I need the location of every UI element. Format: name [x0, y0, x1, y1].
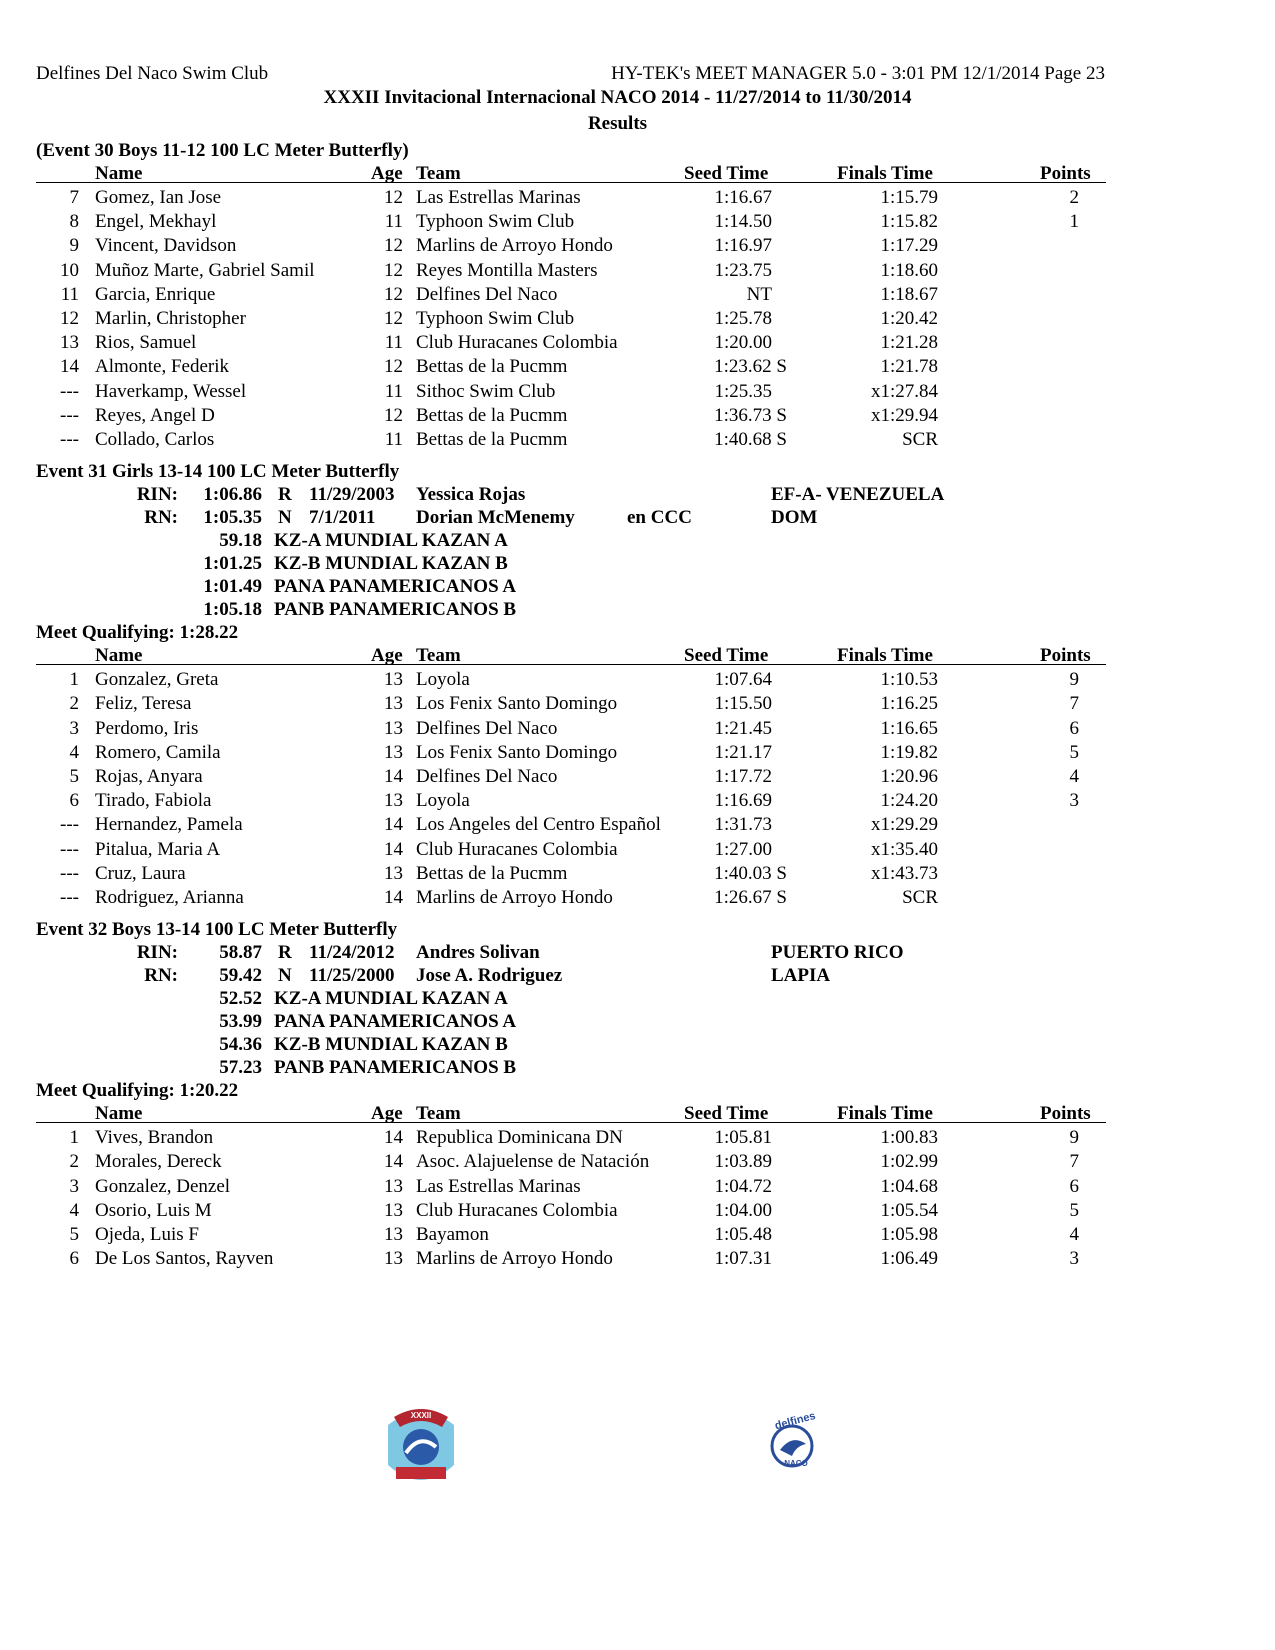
- points: 1: [1069, 211, 1079, 233]
- standard-line: [0, 598, 1275, 622]
- finals-time: 1:15.82: [880, 211, 938, 233]
- seed-time: 1:23.75: [714, 259, 772, 281]
- points: 6: [1069, 1175, 1079, 1197]
- swimmer-name: Tirado, Fabiola: [95, 790, 212, 812]
- age: 12: [384, 404, 403, 426]
- finals-time: 1:18.60: [880, 259, 938, 281]
- points: 6: [1069, 717, 1079, 739]
- standard-time: 52.52: [219, 988, 262, 1010]
- team: Las Estrellas Marinas: [416, 1175, 581, 1197]
- finals-time: 1:21.28: [880, 332, 938, 354]
- team: Typhoon Swim Club: [416, 211, 575, 233]
- place: 1: [69, 669, 79, 691]
- points: 3: [1069, 790, 1079, 812]
- age: 14: [384, 1151, 403, 1173]
- col-team: Team: [416, 645, 461, 667]
- standard-time: 1:05.18: [203, 599, 262, 621]
- place: 13: [60, 332, 79, 354]
- table-row: [0, 186, 1275, 210]
- team: Reyes Montilla Masters: [416, 259, 598, 281]
- place: 2: [69, 693, 79, 715]
- team: Club Huracanes Colombia: [416, 838, 618, 860]
- age: 14: [384, 887, 403, 908]
- age: 13: [384, 717, 403, 739]
- team: Club Huracanes Colombia: [416, 1199, 618, 1221]
- table-row: [0, 1150, 1275, 1174]
- club-name: Delfines Del Naco Swim Club: [36, 63, 269, 84]
- team: Asoc. Alajuelense de Natación: [416, 1151, 650, 1173]
- col-name: Name: [95, 1103, 143, 1125]
- standard-line: [0, 1056, 1275, 1080]
- finals-time: x1:29.29: [870, 814, 938, 836]
- swimmer-name: Collado, Carlos: [95, 429, 215, 450]
- finals-time: 1:02.99: [880, 1151, 938, 1173]
- age: 12: [384, 356, 403, 378]
- standard-line: [0, 1010, 1275, 1034]
- col-points: Points: [1040, 645, 1091, 667]
- age: 13: [384, 862, 403, 884]
- col-team: Team: [416, 1103, 461, 1125]
- col-name: Name: [95, 645, 143, 667]
- swimmer-name: Reyes, Angel D: [95, 404, 215, 426]
- team: Delfines Del Naco: [416, 283, 558, 305]
- meet-title: XXXII Invitacional Internacional NACO 2014 - 11/27/2014 to 11/30/2014: [323, 87, 912, 108]
- standard-name: PANA PANAMERICANOS A: [274, 576, 517, 598]
- place: 14: [60, 356, 79, 378]
- table-row: [0, 234, 1275, 258]
- finals-time: 1:05.98: [880, 1224, 938, 1245]
- record-line: [0, 483, 1275, 507]
- age: 12: [384, 259, 403, 281]
- place: 6: [69, 1248, 79, 1270]
- seed-time: 1:05.48: [714, 1224, 772, 1245]
- age: 13: [384, 741, 403, 763]
- col-finals: Finals Time: [837, 645, 933, 667]
- record-time: 1:05.35: [203, 507, 262, 529]
- table-row: [0, 1223, 1275, 1247]
- record-team: PUERTO RICO: [771, 942, 904, 964]
- seed-time: 1:03.89: [714, 1151, 772, 1173]
- event-title: [0, 139, 1275, 163]
- place: 3: [69, 1175, 79, 1197]
- swimmer-name: Gomez, Ian Jose: [95, 187, 222, 208]
- team: Bettas de la Pucmm: [416, 404, 568, 426]
- age: 13: [384, 693, 403, 715]
- age: 11: [384, 380, 403, 402]
- swimmer-name: De Los Santos, Rayven: [95, 1248, 274, 1270]
- swimmer-name: Marlin, Christopher: [95, 308, 246, 329]
- place: 11: [60, 283, 79, 305]
- seed-time: 1:17.72: [714, 766, 772, 787]
- points: 5: [1069, 1199, 1079, 1221]
- age: 14: [384, 814, 403, 836]
- record-line: [0, 941, 1275, 965]
- seed-time: 1:16.97: [714, 235, 772, 257]
- table-row: [0, 331, 1275, 355]
- place: ---: [60, 814, 79, 836]
- swimmer-name: Vincent, Davidson: [95, 235, 237, 257]
- place: 3: [69, 717, 79, 739]
- event-title-text: (Event 30 Boys 11-12 100 LC Meter Butterfly): [36, 140, 409, 161]
- table-row: [0, 692, 1275, 716]
- col-age: Age: [371, 1103, 403, 1125]
- place: ---: [60, 862, 79, 884]
- seed-time: 1:20.00: [714, 332, 772, 354]
- table-row: [0, 355, 1275, 379]
- finals-time: 1:18.67: [880, 283, 938, 305]
- software-info: HY-TEK's MEET MANAGER 5.0 - 3:01 PM 12/1/2014 Page 23: [611, 63, 1105, 84]
- age: 14: [384, 838, 403, 860]
- table-row: [0, 765, 1275, 789]
- record-label: RN:: [144, 507, 178, 529]
- club-logo: [762, 1410, 828, 1476]
- team: Los Fenix Santo Domingo: [416, 741, 618, 763]
- table-row: [0, 210, 1275, 234]
- finals-time: 1:06.49: [880, 1248, 938, 1270]
- age: 13: [384, 1199, 403, 1221]
- team: Club Huracanes Colombia: [416, 332, 618, 354]
- swimmer-name: Pitalua, Maria A: [95, 838, 221, 860]
- swimmer-name: Rojas, Anyara: [95, 766, 203, 787]
- finals-time: x1:35.40: [870, 838, 938, 860]
- col-finals: Finals Time: [837, 163, 933, 184]
- seed-time: 1:21.17: [714, 741, 772, 763]
- team: Las Estrellas Marinas: [416, 187, 581, 208]
- seed-time: 1:04.72: [714, 1175, 772, 1197]
- record-date: 7/1/2011: [309, 507, 376, 529]
- place: 2: [69, 1151, 79, 1173]
- record-date: 11/29/2003: [309, 484, 395, 506]
- swimmer-name: Cruz, Laura: [95, 862, 186, 884]
- finals-time: 1:17.29: [880, 235, 938, 257]
- team: Bayamon: [416, 1224, 489, 1245]
- seed-time: 1:16.67: [714, 187, 772, 208]
- age: 13: [384, 790, 403, 812]
- seed-time: 1:21.45: [714, 717, 772, 739]
- standard-name: PANB PANAMERICANOS B: [274, 1057, 517, 1079]
- standard-time: 59.18: [219, 530, 262, 552]
- place: ---: [60, 404, 79, 426]
- finals-time: 1:19.82: [880, 741, 938, 763]
- record-holder: Andres Solivan: [416, 942, 540, 964]
- record-date: 11/24/2012: [309, 942, 395, 964]
- col-finals: Finals Time: [837, 1103, 933, 1125]
- place: 12: [60, 308, 79, 329]
- record-time: 1:06.86: [203, 484, 262, 506]
- age: 13: [384, 1224, 403, 1245]
- swimmer-name: Ojeda, Luis F: [95, 1224, 199, 1245]
- team: Los Angeles del Centro Español: [416, 814, 661, 836]
- record-date: 11/25/2000: [309, 965, 395, 987]
- table-row: [0, 717, 1275, 741]
- swimmer-name: Muñoz Marte, Gabriel Samil: [95, 259, 315, 281]
- record-time: 58.87: [219, 942, 262, 964]
- seed-time: 1:07.31: [714, 1248, 772, 1270]
- event-title-text: Event 32 Boys 13-14 100 LC Meter Butterfly: [36, 919, 398, 941]
- team: Los Fenix Santo Domingo: [416, 693, 618, 715]
- finals-time: x1:43.73: [870, 862, 938, 884]
- swimmer-name: Romero, Camila: [95, 741, 221, 763]
- table-row: [0, 741, 1275, 765]
- standard-line: [0, 1033, 1275, 1057]
- swimmer-name: Rios, Samuel: [95, 332, 197, 354]
- age: 12: [384, 283, 403, 305]
- place: 9: [69, 235, 79, 257]
- seed-time: 1:05.81: [714, 1127, 772, 1149]
- finals-time: 1:10.53: [880, 669, 938, 691]
- col-age: Age: [371, 645, 403, 667]
- place: 8: [69, 211, 79, 233]
- seed-time: 1:31.73: [714, 814, 772, 836]
- swimmer-name: Haverkamp, Wessel: [95, 380, 247, 402]
- standard-name: KZ-B MUNDIAL KAZAN B: [274, 1034, 508, 1056]
- event-title: [0, 460, 1275, 484]
- record-team: DOM: [771, 507, 818, 529]
- meet-logo: [380, 1403, 462, 1489]
- standard-name: PANB PANAMERICANOS B: [274, 599, 517, 621]
- results-subtitle: Results: [587, 113, 648, 134]
- place: 5: [69, 766, 79, 787]
- team: Bettas de la Pucmm: [416, 356, 568, 378]
- points: 3: [1069, 1248, 1079, 1270]
- place: 10: [60, 259, 79, 281]
- table-row: [0, 380, 1275, 404]
- table-row: [0, 838, 1275, 862]
- finals-time: 1:21.78: [880, 356, 938, 378]
- standard-time: 57.23: [219, 1057, 262, 1079]
- record-flag: N: [278, 507, 292, 529]
- seed-time: 1:15.50: [714, 693, 772, 715]
- table-row: [0, 1126, 1275, 1150]
- place: 4: [69, 741, 79, 763]
- swimmer-name: Almonte, Federik: [95, 356, 230, 378]
- age: 11: [384, 429, 403, 450]
- finals-time: 1:24.20: [880, 790, 938, 812]
- place: 5: [69, 1224, 79, 1245]
- seed-time: 1:23.62 S: [714, 356, 787, 378]
- age: 14: [384, 1127, 403, 1149]
- col-seed: Seed Time: [684, 645, 769, 667]
- table-row: [0, 789, 1275, 813]
- standard-time: 53.99: [219, 1011, 262, 1033]
- record-holder: Dorian McMenemy: [416, 507, 575, 529]
- seed-time: 1:36.73 S: [714, 404, 787, 426]
- team: Marlins de Arroyo Hondo: [416, 1248, 613, 1270]
- team: Loyola: [416, 790, 470, 812]
- points: 2: [1069, 187, 1079, 208]
- points: 4: [1069, 766, 1079, 787]
- swimmer-name: Engel, Mekhayl: [95, 211, 217, 233]
- standard-line: [0, 529, 1275, 553]
- record-team: LAPIA: [771, 965, 831, 987]
- place: 7: [69, 187, 79, 208]
- finals-time: 1:16.25: [880, 693, 938, 715]
- finals-time: 1:00.83: [880, 1127, 938, 1149]
- table-row: [0, 1175, 1275, 1199]
- swimmer-name: Vives, Brandon: [95, 1127, 214, 1149]
- record-flag: N: [278, 965, 292, 987]
- table-row: [0, 862, 1275, 886]
- table-row: [0, 886, 1275, 910]
- col-seed: Seed Time: [684, 163, 769, 184]
- age: 12: [384, 187, 403, 208]
- age: 12: [384, 308, 403, 329]
- standard-time: 54.36: [219, 1034, 262, 1056]
- seed-time: 1:25.78: [714, 308, 772, 329]
- place: ---: [60, 887, 79, 908]
- seed-time: 1:25.35: [714, 380, 772, 402]
- swimmer-name: Hernandez, Pamela: [95, 814, 243, 836]
- event-title: [0, 918, 1275, 942]
- finals-time: 1:20.96: [880, 766, 938, 787]
- meet-qualifying: [0, 621, 1275, 645]
- seed-time: 1:40.03 S: [714, 862, 787, 884]
- swimmer-name: Garcia, Enrique: [95, 283, 216, 305]
- meet-qualifying: [0, 1079, 1275, 1103]
- col-team: Team: [416, 163, 461, 184]
- place: 4: [69, 1199, 79, 1221]
- team: Republica Dominicana DN: [416, 1127, 623, 1149]
- meet-qualifying-text: Meet Qualifying: 1:28.22: [36, 622, 239, 644]
- svg-text:NACO: NACO: [784, 1459, 808, 1468]
- col-points: Points: [1040, 1103, 1091, 1125]
- seed-time: 1:16.69: [714, 790, 772, 812]
- team: Marlins de Arroyo Hondo: [416, 235, 613, 257]
- table-row: [0, 307, 1275, 331]
- age: 11: [384, 332, 403, 354]
- seed-time: 1:26.67 S: [714, 887, 787, 908]
- finals-time: 1:16.65: [880, 717, 938, 739]
- finals-time: x1:29.94: [870, 404, 938, 426]
- table-row: [0, 428, 1275, 452]
- swimmer-name: Osorio, Luis M: [95, 1199, 212, 1221]
- finals-time: 1:04.68: [880, 1175, 938, 1197]
- points: 9: [1069, 669, 1079, 691]
- table-row: [0, 668, 1275, 692]
- standard-name: KZ-A MUNDIAL KAZAN A: [274, 530, 508, 552]
- record-line: [0, 964, 1275, 988]
- age: 13: [384, 669, 403, 691]
- place: ---: [60, 380, 79, 402]
- header-rule: [36, 1122, 1106, 1123]
- seed-time: 1:04.00: [714, 1199, 772, 1221]
- finals-time: 1:05.54: [880, 1199, 938, 1221]
- svg-text:delfines: delfines: [773, 1410, 817, 1433]
- finals-time: SCR: [902, 429, 938, 450]
- standard-line: [0, 552, 1275, 576]
- place: 6: [69, 790, 79, 812]
- table-row: [0, 259, 1275, 283]
- points: 7: [1069, 693, 1079, 715]
- team: Delfines Del Naco: [416, 766, 558, 787]
- swimmer-name: Feliz, Teresa: [95, 693, 192, 715]
- seed-time: 1:14.50: [714, 211, 772, 233]
- col-name: Name: [95, 163, 143, 184]
- age: 13: [384, 1175, 403, 1197]
- place: ---: [60, 429, 79, 450]
- age: 13: [384, 1248, 403, 1270]
- finals-time: SCR: [902, 887, 938, 908]
- team: Sithoc Swim Club: [416, 380, 556, 402]
- col-seed: Seed Time: [684, 1103, 769, 1125]
- points: 4: [1069, 1224, 1079, 1245]
- swimmer-name: Rodriguez, Arianna: [95, 887, 244, 908]
- record-time: 59.42: [219, 965, 262, 987]
- seed-time: NT: [746, 283, 772, 305]
- age: 14: [384, 766, 403, 787]
- finals-time: 1:20.42: [880, 308, 938, 329]
- standard-time: 1:01.49: [203, 576, 262, 598]
- points: 5: [1069, 741, 1079, 763]
- col-age: Age: [371, 163, 403, 184]
- team: Typhoon Swim Club: [416, 308, 575, 329]
- place: 1: [69, 1127, 79, 1149]
- event-title-text: Event 31 Girls 13-14 100 LC Meter Butterfly: [36, 461, 400, 483]
- record-location: en CCC: [627, 507, 692, 529]
- meet-qualifying-text: Meet Qualifying: 1:20.22: [36, 1080, 239, 1102]
- record-team: EF-A- VENEZUELA: [771, 484, 945, 506]
- table-row: [0, 1199, 1275, 1223]
- record-label: RIN:: [136, 942, 178, 964]
- age: 11: [384, 211, 403, 233]
- standard-name: KZ-A MUNDIAL KAZAN A: [274, 988, 508, 1010]
- team: Bettas de la Pucmm: [416, 862, 568, 884]
- header-rule: [36, 664, 1106, 665]
- seed-time: 1:07.64: [714, 669, 772, 691]
- swimmer-name: Gonzalez, Greta: [95, 669, 219, 691]
- col-points: Points: [1040, 163, 1091, 184]
- header-rule: [36, 182, 1106, 183]
- swimmer-name: Gonzalez, Denzel: [95, 1175, 231, 1197]
- place: ---: [60, 838, 79, 860]
- team: Marlins de Arroyo Hondo: [416, 887, 613, 908]
- swimmer-name: Morales, Dereck: [95, 1151, 222, 1173]
- team: Bettas de la Pucmm: [416, 429, 568, 450]
- team: Loyola: [416, 669, 470, 691]
- points: 9: [1069, 1127, 1079, 1149]
- swimmer-name: Perdomo, Iris: [95, 717, 199, 739]
- table-row: [0, 404, 1275, 428]
- svg-text:XXXII: XXXII: [410, 1411, 432, 1420]
- standard-name: KZ-B MUNDIAL KAZAN B: [274, 553, 508, 575]
- table-row: [0, 283, 1275, 307]
- table-row: [0, 1247, 1275, 1271]
- standard-line: [0, 575, 1275, 599]
- finals-time: x1:27.84: [870, 380, 938, 402]
- points: 7: [1069, 1151, 1079, 1173]
- seed-time: 1:27.00: [714, 838, 772, 860]
- record-flag: R: [278, 484, 292, 506]
- record-holder: Yessica Rojas: [416, 484, 526, 506]
- age: 12: [384, 235, 403, 257]
- record-line: [0, 506, 1275, 530]
- standard-name: PANA PANAMERICANOS A: [274, 1011, 517, 1033]
- team: Delfines Del Naco: [416, 717, 558, 739]
- record-flag: R: [278, 942, 292, 964]
- record-label: RIN:: [136, 484, 178, 506]
- finals-time: 1:15.79: [880, 187, 938, 208]
- standard-line: [0, 987, 1275, 1011]
- record-label: RN:: [144, 965, 178, 987]
- record-holder: Jose A. Rodriguez: [416, 965, 563, 987]
- table-row: [0, 813, 1275, 837]
- seed-time: 1:40.68 S: [714, 429, 787, 450]
- standard-time: 1:01.25: [203, 553, 262, 575]
